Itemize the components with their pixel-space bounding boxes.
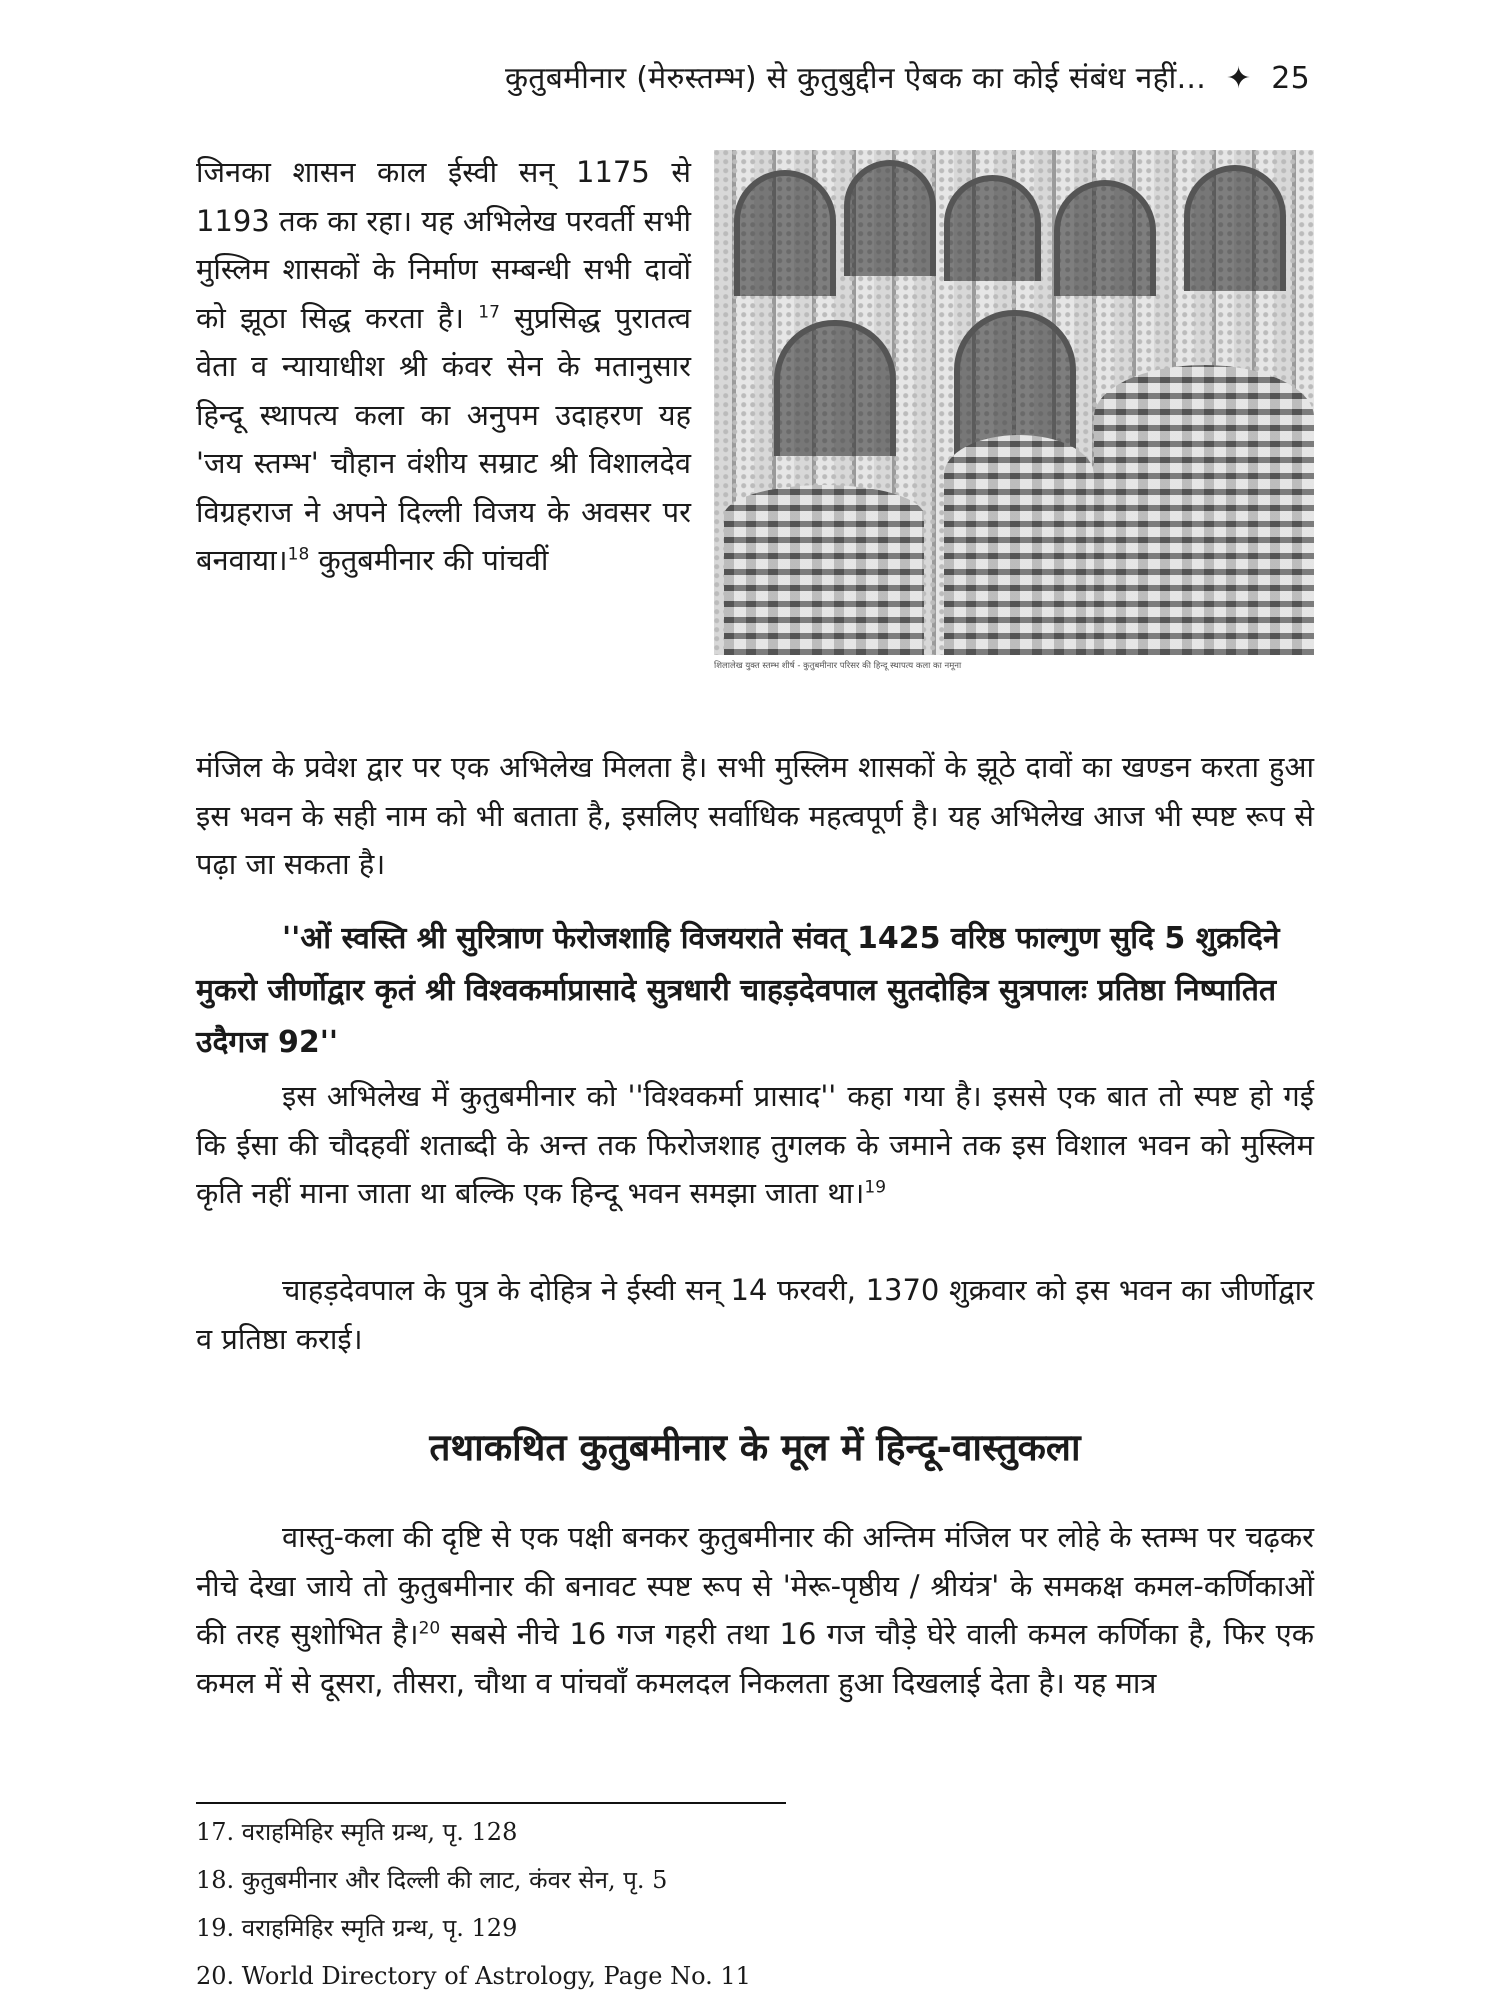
footnote-20: 20. World Directory of Astrology, Page No. 11 bbox=[196, 1962, 751, 1990]
photo-pillar bbox=[944, 435, 1094, 655]
figure-caption: शिलालेख युक्त स्तम्भ शीर्ष - कुतुबमीनार परिसर की हिन्दू स्थापत्य कला का नमूना bbox=[714, 661, 962, 671]
paragraph-continued: मंजिल के प्रवेश द्वार पर एक अभिलेख मिलता है। सभी मुस्लिम शासकों के झूठे दावों का खण्डन करता हुआ इस भवन के सही नाम को भी बताता है, इसलिए सर्वाधिक महत्वपूर्ण है। यह अभिलेख आज भी स्पष्ट रूप से पढ़ा जा सकता है। bbox=[196, 750, 1314, 881]
wrap-paragraph bbox=[196, 148, 691, 585]
footnote-ref-20: 20 bbox=[418, 1618, 441, 1639]
paragraph-vishwakarma-text: इस अभिलेख में कुतुबमीनार को ''विश्वकर्मा प्रासाद'' कहा गया है। इससे एक बात तो स्पष्ट हो गई कि ईसा की चौदहवीं शताब्दी के अन्त तक फिरोजशाह तुगलक के जमाने तक इस विशाल भवन को मुस्लिम कृति नहीं माना जाता था बल्कि एक हिन्दू भवन समझा जाता था। bbox=[196, 1079, 1314, 1210]
photo-arch bbox=[1184, 165, 1286, 291]
photo-pillar bbox=[1094, 365, 1314, 655]
footnote-18: 18. कुतुबमीनार और दिल्ली की लाट, कंवर सेन, पृ. 5 bbox=[196, 1866, 668, 1894]
section-heading: तथाकथित कुतुबमीनार के मूल में हिन्दू-वास्तुकला bbox=[429, 1426, 1081, 1469]
photo-arch bbox=[944, 175, 1041, 281]
paragraph-chahad: चाहड़देवपाल के पुत्र के दोहित्र ने ईस्वी सन् 14 फरवरी, 1370 शुक्रवार को इस भवन का जीर्णोद्वार व प्रतिष्ठा कराई। bbox=[196, 1273, 1314, 1356]
page-number: 25 bbox=[1271, 61, 1310, 96]
photo-pillar bbox=[724, 485, 924, 655]
photo-arch bbox=[774, 320, 896, 456]
footnote-ref-19: 19 bbox=[864, 1177, 887, 1198]
photo-arch bbox=[1054, 180, 1156, 296]
wrap-text-part2: सुप्रसिद्ध पुरातत्व वेता व न्यायाधीश श्री कंवर सेन के मतानुसार हिन्दू स्थापत्य कला का अनुपम उदाहरण यह 'जय स्तम्भ' चौहान वंशीय सम्राट श्री विशालदेव विग्रहराज ने अपने दिल्ली विजय के अवसर पर बनवाया। bbox=[196, 300, 691, 577]
footnote-ref-17: 17 bbox=[478, 301, 500, 322]
ornament-icon: ✦ bbox=[1225, 61, 1252, 96]
paragraph-vastu-part1: वास्तु-कला की दृष्टि से एक पक्षी बनकर कुतुबमीनार की अन्तिम मंजिल पर लोहे के स्तम्भ पर चढ़कर नीचे देखा जाये तो कुतुबमीनार की बनावट स्पष्ट रूप से 'मेरू-पृष्ठीय / श्रीयंत्र' के समकक्ष कमल-कर्णिकाओं की तरह सुशोभित है। bbox=[196, 1520, 1314, 1651]
photo-arch bbox=[734, 170, 836, 296]
footnote-19: 19. वराहमिहिर स्मृति ग्रन्थ, पृ. 129 bbox=[196, 1914, 518, 1942]
paragraph-vastu bbox=[196, 1513, 1314, 1707]
footnote-divider bbox=[196, 1802, 786, 1804]
paragraph-vishwakarma bbox=[196, 1072, 1314, 1218]
footnotes bbox=[196, 1808, 1314, 2000]
footnote-ref-18: 18 bbox=[287, 544, 310, 565]
paragraph-vastu-part2: सबसे नीचे 16 गज गहरी तथा 16 गज चौड़े घेरे वाली कमल कर्णिका है, फिर एक कमल में से दूसरा, तीसरा, चौथा व पांचवाँ कमलदल निकलता हुआ दिखलाई देता है। यह मात्र bbox=[196, 1617, 1314, 1700]
footnote-17: 17. वराहमिहिर स्मृति ग्रन्थ, पृ. 128 bbox=[196, 1818, 518, 1846]
running-header bbox=[505, 56, 1310, 97]
wrap-text-part1: जिनका शासन काल ईस्वी सन् 1175 से 1193 तक का रहा। यह अभिलेख परवर्ती सभी मुस्लिम शासकों के निर्माण सम्बन्धी सभी दावों को झूठा सिद्ध करता है। bbox=[196, 155, 691, 335]
pillar-capital-photo bbox=[714, 150, 1314, 655]
wrap-text-part3: कुतुबमीनार की पांचवीं bbox=[318, 543, 549, 577]
header-title: कुतुबमीनार (मेरुस्तम्भ) से कुतुबुद्दीन ऐबक का कोई संबंध नहीं... bbox=[504, 61, 1207, 96]
photo-arch bbox=[844, 160, 936, 276]
inscription-quote: ''ओं स्वस्ति श्री सुरित्राण फेरोजशाहि विजयराते संवत् 1425 वरिष्ठ फाल्गुण सुदि 5 शुक्रदिने मुकरो जीर्णोद्वार कृतं श्री विश्वकर्माप्रासादे सुत्रधारी चाहड़देवपाल सुतदोहित्र सुत्रपालः प्रतिष्ठा निष्पातित उदैगज 92'' bbox=[196, 921, 1280, 1060]
